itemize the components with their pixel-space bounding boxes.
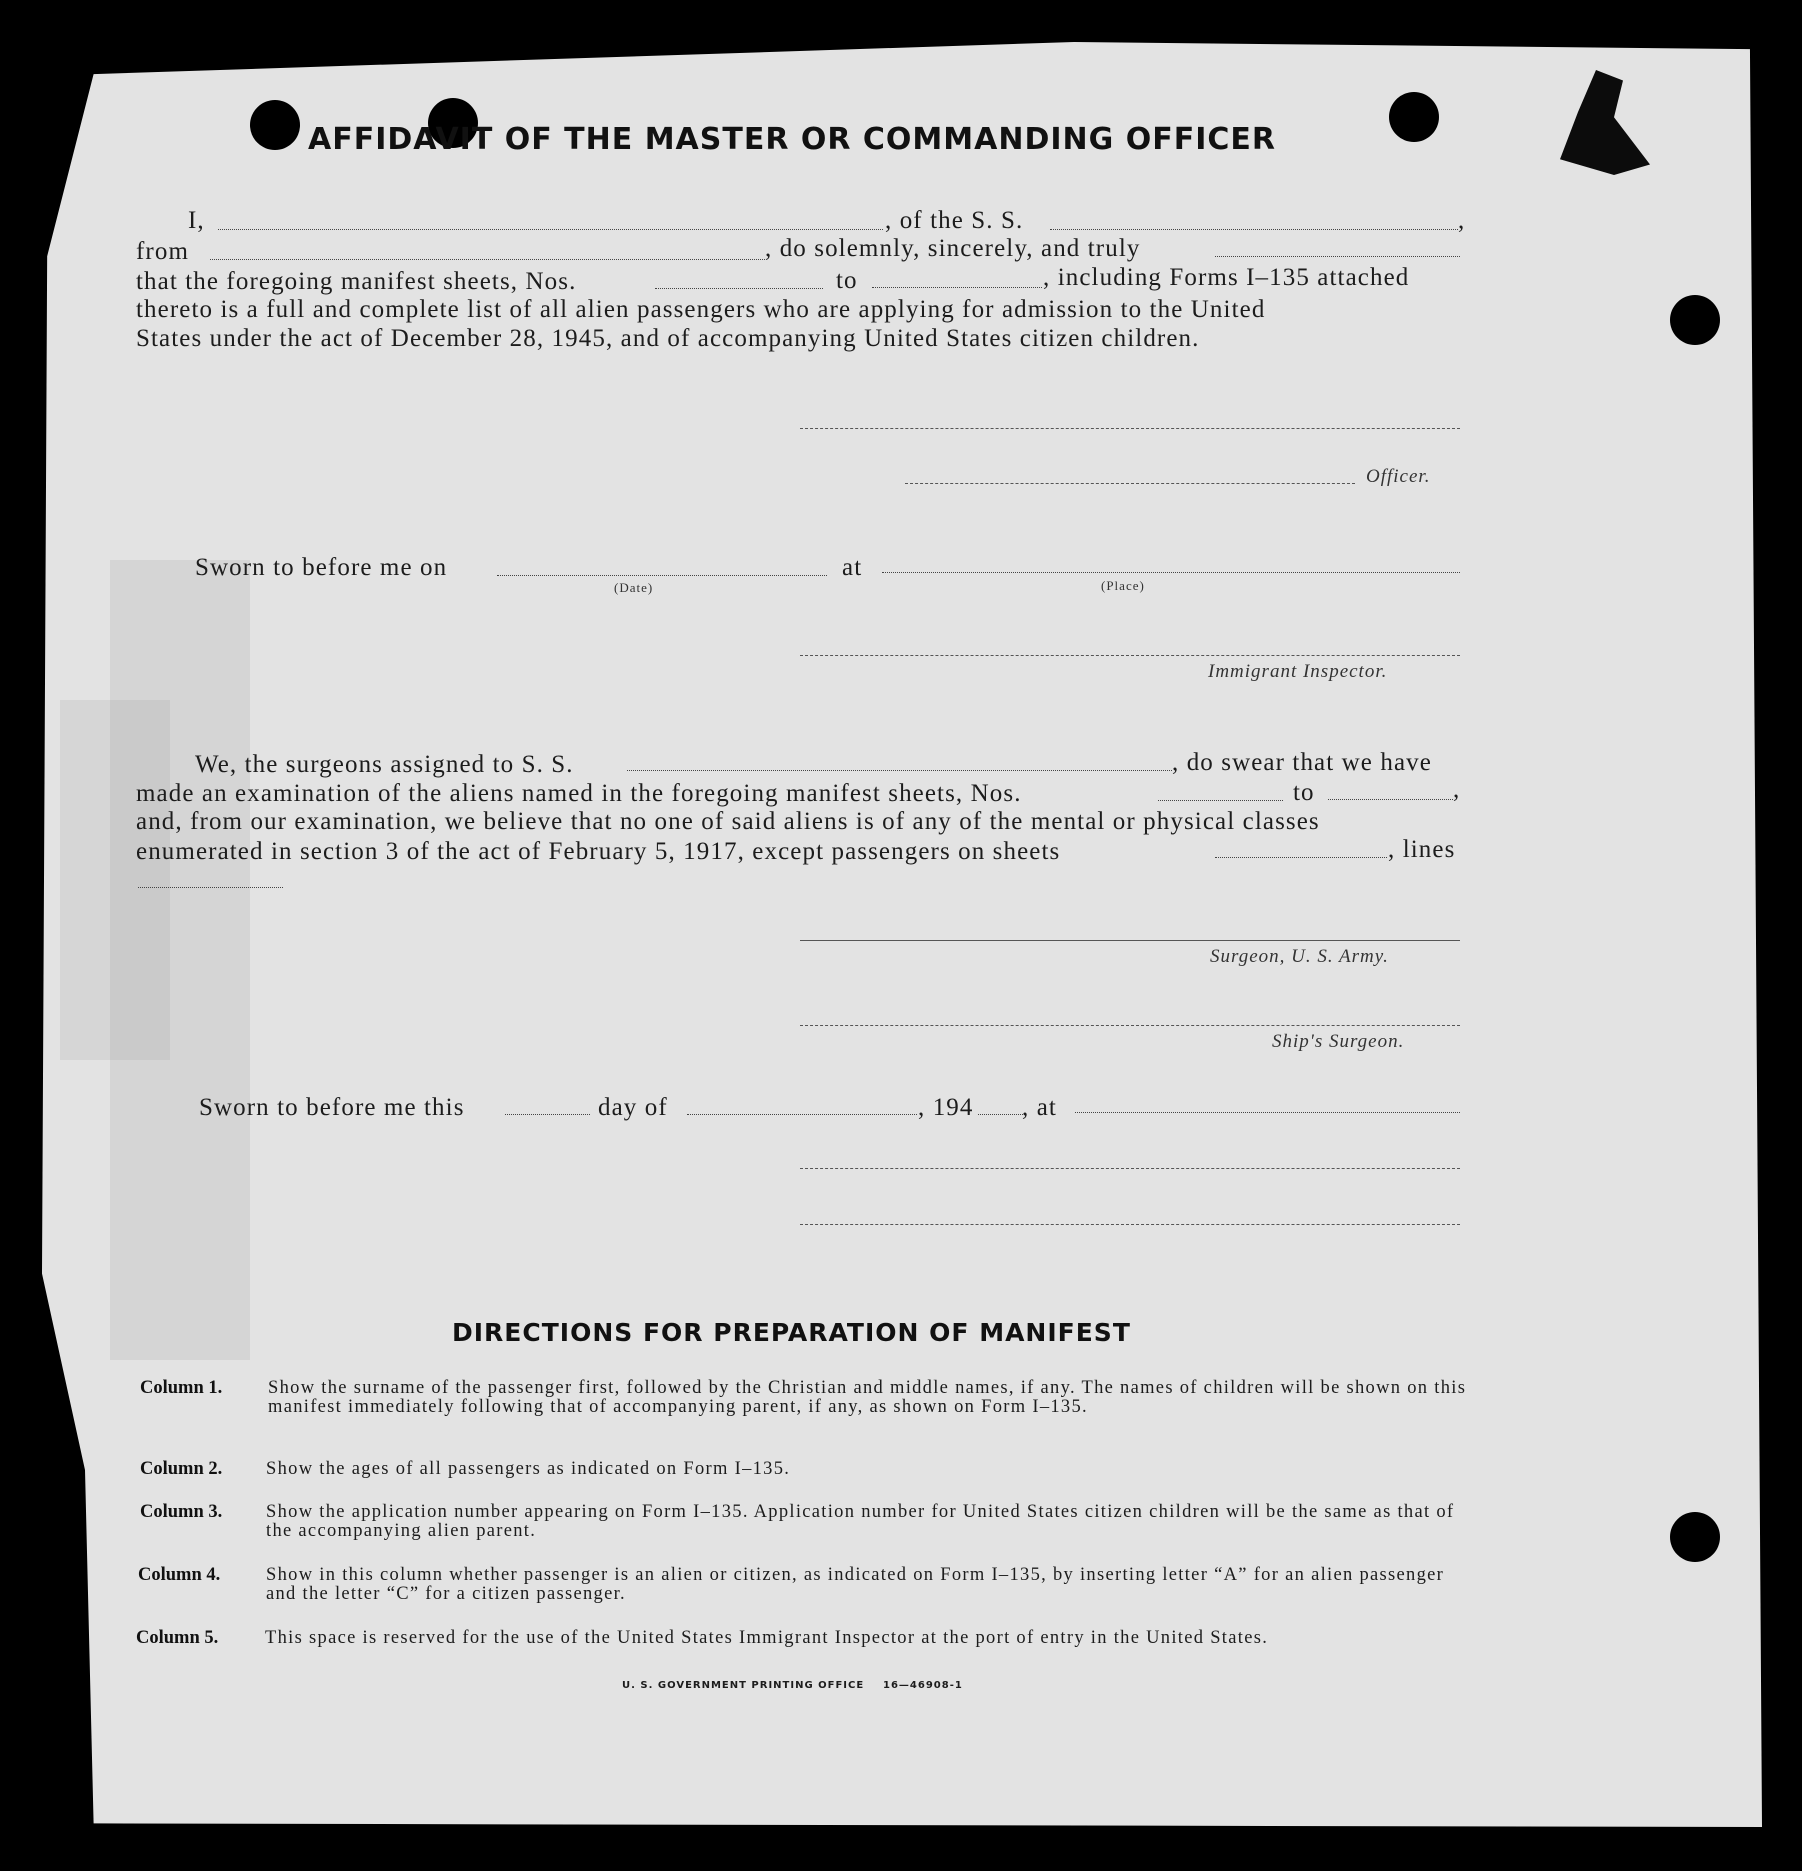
punch-hole: [250, 100, 300, 150]
sworn-month-field[interactable]: [687, 1114, 917, 1115]
punch-hole: [1670, 1512, 1720, 1562]
sworn-year-field[interactable]: [978, 1114, 1023, 1115]
master-name-field[interactable]: [218, 229, 883, 230]
sworn-date-field[interactable]: [497, 575, 827, 576]
oath-word-field[interactable]: [1215, 256, 1460, 257]
surgeons-line2-start: made an examination of the aliens named in the foregoing manifest sheets, Nos.: [136, 780, 1022, 807]
surgeon-sheets-to-field[interactable]: [1328, 799, 1453, 800]
directions-title: DIRECTIONS FOR PREPARATION OF MANIFEST: [452, 1318, 1131, 1347]
direction-column-label: Column 1.: [140, 1378, 223, 1398]
sworn-two-start: Sworn to before me this: [199, 1094, 465, 1121]
punch-hole: [1389, 92, 1439, 142]
sworn-two-signature-line-1[interactable]: [800, 1168, 1460, 1169]
officer-label: Officer.: [1366, 466, 1431, 487]
date-caption: (Date): [614, 580, 654, 595]
sworn-two-at: , at: [1022, 1094, 1057, 1121]
army-surgeon-signature-line[interactable]: [800, 940, 1460, 941]
sheets-to-field[interactable]: [872, 287, 1042, 288]
direction-text: Show the application number appearing on Form I–135. Application number for United States citizen children will be the same as that of the accompanying alien parent.: [266, 1502, 1455, 1541]
printer-imprint: U. S. GOVERNMENT PRINTING OFFICE: [622, 1680, 865, 1691]
direction-text: Show the surname of the passenger first, followed by the Christian and middle names, if any. The names of children will be shown on this manifest immediately following that of accompanying parent, if any, as shown on Form I–135.: [268, 1378, 1467, 1417]
sworn-before-text: Sworn to before me on: [195, 554, 448, 581]
direction-text: This space is reserved for the use of the United States Immigrant Inspector at the port of entry in the United States.: [265, 1628, 1269, 1648]
surgeons-line2-to: to: [1293, 779, 1315, 806]
surgeon-sheets-from-field[interactable]: [1158, 800, 1283, 801]
excepted-lines-field[interactable]: [138, 887, 283, 888]
sworn-two-place-field[interactable]: [1075, 1112, 1460, 1113]
surgeons-line3: and, from our examination, we believe that no one of said aliens is of any of the mental or physical classes: [136, 808, 1320, 835]
affidavit-line4: thereto is a full and complete list of all alien passengers who are applying for admission to the United: [136, 296, 1266, 323]
affidavit-title: AFFIDAVIT OF THE MASTER OR COMMANDING OFFICER: [308, 122, 1276, 157]
affidavit-line1-end: ,: [1458, 207, 1466, 234]
surgeons-line2-end: ,: [1453, 776, 1461, 803]
direction-text: Show in this column whether passenger is an alien or citizen, as indicated on Form I–135, by inserting letter “A” for an alien passenger and the letter “C” for a citizen passenger.: [266, 1565, 1445, 1604]
army-surgeon-label: Surgeon, U. S. Army.: [1210, 946, 1389, 967]
affidavit-line1-ship: , of the S. S.: [885, 207, 1024, 234]
affidavit-line5: States under the act of December 28, 1945, and of accompanying United States citizen children.: [136, 325, 1200, 352]
form-code: 16—46908-1: [883, 1680, 963, 1691]
affidavit-line2-oath: , do solemnly, sincerely, and truly: [765, 235, 1141, 262]
ship-surgeon-signature-line[interactable]: [800, 1025, 1460, 1026]
sworn-two-dayof: day of: [598, 1094, 668, 1121]
sworn-place-field[interactable]: [882, 572, 1460, 573]
sworn-day-field[interactable]: [505, 1114, 590, 1115]
affidavit-line3-to: to: [836, 267, 858, 294]
affidavit-line3-end: , including Forms I–135 attached: [1043, 264, 1410, 291]
affidavit-line2-from: from: [136, 238, 189, 265]
from-port-field[interactable]: [210, 259, 765, 260]
inspector-signature-line[interactable]: [800, 655, 1460, 656]
surgeons-line4-start: enumerated in section 3 of the act of February 5, 1917, except passengers on sheets: [136, 838, 1061, 865]
surgeon-ship-field[interactable]: [627, 770, 1172, 771]
excepted-sheets-field[interactable]: [1215, 857, 1387, 858]
affidavit-line3-start: that the foregoing manifest sheets, Nos.: [136, 268, 577, 295]
surgeons-line1-end: , do swear that we have: [1172, 749, 1432, 776]
inspector-label: Immigrant Inspector.: [1208, 661, 1388, 682]
direction-column-label: Column 2.: [140, 1459, 223, 1479]
officer-signature-line-1[interactable]: [800, 428, 1460, 429]
direction-column-label: Column 4.: [138, 1565, 221, 1585]
place-caption: (Place): [1101, 578, 1145, 593]
direction-text: Show the ages of all passengers as indicated on Form I–135.: [266, 1459, 791, 1479]
affidavit-line1-start: I,: [188, 207, 205, 234]
sworn-two-year-prefix: , 194: [918, 1094, 974, 1121]
surgeons-line1-start: We, the surgeons assigned to S. S.: [195, 751, 574, 778]
direction-column-label: Column 5.: [136, 1628, 219, 1648]
officer-signature-line-2[interactable]: [905, 483, 1355, 484]
ship-name-field[interactable]: [1050, 229, 1458, 230]
surgeons-line4-end: , lines: [1388, 836, 1456, 863]
sheets-from-field[interactable]: [655, 288, 823, 289]
smudge: [60, 700, 170, 1060]
direction-column-label: Column 3.: [140, 1502, 223, 1522]
punch-hole: [1670, 295, 1720, 345]
sworn-at-text: at: [842, 554, 863, 581]
ship-surgeon-label: Ship's Surgeon.: [1272, 1031, 1405, 1052]
sworn-two-signature-line-2[interactable]: [800, 1224, 1460, 1225]
